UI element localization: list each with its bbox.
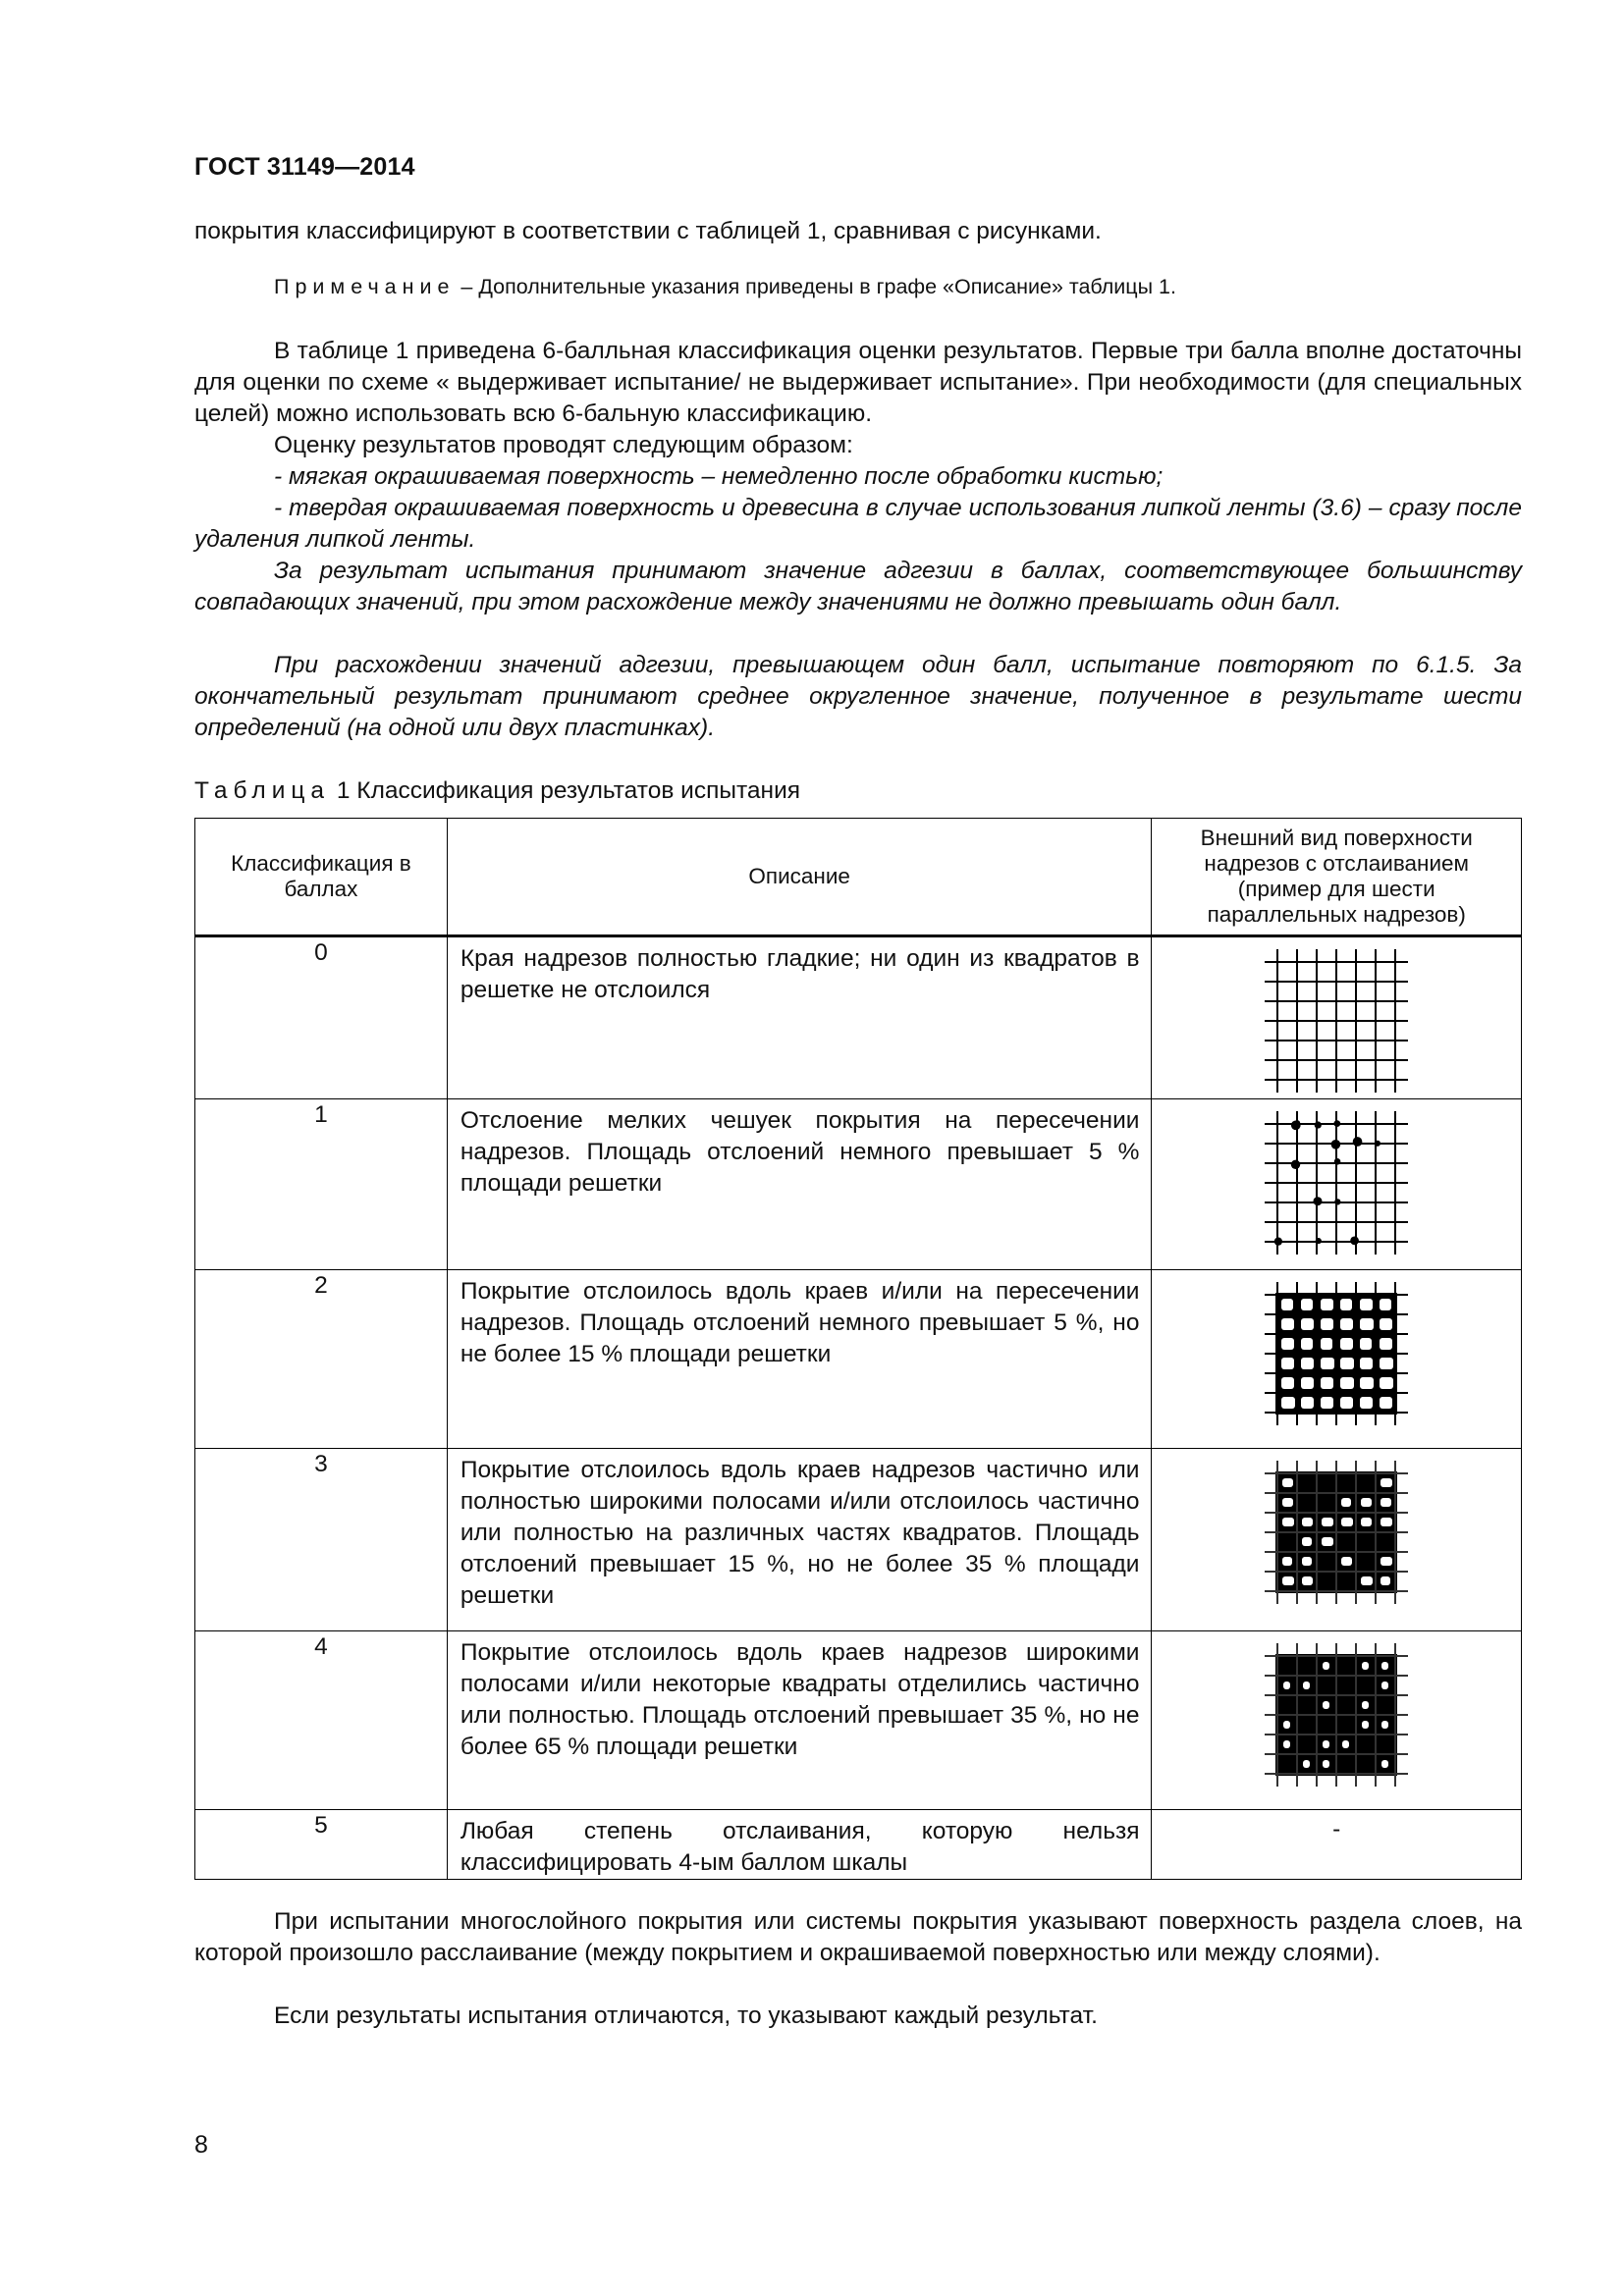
paragraph-2: Оценку результатов проводят следующим образом: — [274, 432, 853, 458]
after-paragraph-1: При испытании многослойного покрытия или системы покрытия указывают поверхность раздела слоев, на которой произошло расслаивание (между покрытием и окрашиваемой поверхностью или между слоями). — [194, 1908, 1522, 1966]
crosshatch-grade-4-image — [1263, 1641, 1410, 1789]
no-image-dash: - — [1332, 1816, 1341, 1842]
description-cell: Любая степень отслаивания, которую нельзя классифицировать 4-ым баллом шкалы — [447, 1810, 1152, 1880]
table-row — [195, 1099, 1522, 1270]
grade-cell: 1 — [195, 1099, 448, 1270]
description-cell: Покрытие отслоилось вдоль краев надрезов частично или полностью широкими полосами и/или отслоилось частично или полностью на различных частях квадратов. Площадь отслоений превышает 15 %, но не более 35 % площади решетки — [447, 1449, 1152, 1631]
classification-table — [194, 818, 1522, 1880]
table-row — [195, 1449, 1522, 1631]
paragraph-6: При расхождении значений адгезии, превышающем один балл, испытание повторяют по 6.1.5. За окончательный результат принимают среднее округленное значение, полученное в результате шести определений (на одной или двух пластинках). — [194, 652, 1522, 741]
appearance-cell — [1152, 1270, 1522, 1449]
note — [274, 275, 1176, 299]
table-row — [195, 1270, 1522, 1449]
after-paragraph-2: Если результаты испытания отличаются, то указывают каждый результат. — [274, 2002, 1098, 2029]
description-cell: Покрытие отслоилось вдоль краев надрезов широкими полосами и/или некоторые квадраты отделились частично или полностью. Площадь отслоений превышает 35 %, но не более 65 % площади решетки — [447, 1631, 1152, 1810]
note-label: Примечание — [274, 275, 456, 298]
table-caption — [194, 777, 800, 805]
description-cell: Края надрезов полностью гладкие; ни один из квадратов в решетке не отслоился — [447, 936, 1152, 1099]
appearance-cell — [1152, 1810, 1522, 1880]
appearance-cell — [1152, 936, 1522, 1099]
note-text: – Дополнительные указания приведены в графе «Описание» таблицы 1. — [455, 275, 1176, 298]
header-appearance: Внешний вид поверхности надрезов с отслаиванием (пример для шести параллельных надрезов) — [1152, 819, 1522, 936]
intro-paragraph: покрытия классифицируют в соответствии с таблицей 1, сравнивая с рисунками. — [194, 218, 1102, 244]
crosshatch-grade-0-image — [1263, 947, 1410, 1095]
grade-cell: 0 — [195, 936, 448, 1099]
paragraph-4: - твердая окрашиваемая поверхность и древесина в случае использования липкой ленты (3.6) – сразу после удаления липкой ленты. — [194, 495, 1522, 553]
document-header: ГОСТ 31149—2014 — [194, 153, 415, 181]
description-cell: Отслоение мелких чешуек покрытия на пересечении надрезов. Площадь отслоений немного превышает 5 % площади решетки — [447, 1099, 1152, 1270]
grade-cell: 2 — [195, 1270, 448, 1449]
appearance-cell — [1152, 1099, 1522, 1270]
grade-cell: 5 — [195, 1810, 448, 1880]
table-caption-label: Таблица — [194, 777, 331, 804]
appearance-cell — [1152, 1449, 1522, 1631]
grade-cell: 3 — [195, 1449, 448, 1631]
header-description: Описание — [447, 819, 1152, 936]
crosshatch-grade-1-image — [1263, 1109, 1410, 1256]
paragraph-5: За результат испытания принимают значение адгезии в баллах, соответствующее большинству совпадающих значений, при этом расхождение между значениями не должно превышать один балл. — [194, 558, 1522, 615]
crosshatch-grade-3-image — [1263, 1459, 1410, 1606]
paragraph-1: В таблице 1 приведена 6-балльная классификация оценки результатов. Первые три балла вполне достаточны для оценки по схеме « выдерживает испытание/ не выдерживает испытание». При необходимости (для специальных целей) можно использовать всю 6-бальную классификацию. — [194, 338, 1522, 427]
table-caption-text: 1 Классификация результатов испытания — [330, 777, 801, 804]
table-row — [195, 1810, 1522, 1880]
page-number: 8 — [194, 2131, 208, 2159]
table-row — [195, 1631, 1522, 1810]
description-cell: Покрытие отслоилось вдоль краев и/или на пересечении надрезов. Площадь отслоений немного превышает 5 %, но не более 15 % площади решетки — [447, 1270, 1152, 1449]
table-header-row — [195, 819, 1522, 936]
crosshatch-grade-2-image — [1263, 1280, 1410, 1427]
table-row — [195, 936, 1522, 1099]
header-grade: Классификация в баллах — [195, 819, 448, 936]
appearance-cell — [1152, 1631, 1522, 1810]
paragraph-3: - мягкая окрашиваемая поверхность – немедленно после обработки кистью; — [274, 463, 1164, 490]
grade-cell: 4 — [195, 1631, 448, 1810]
